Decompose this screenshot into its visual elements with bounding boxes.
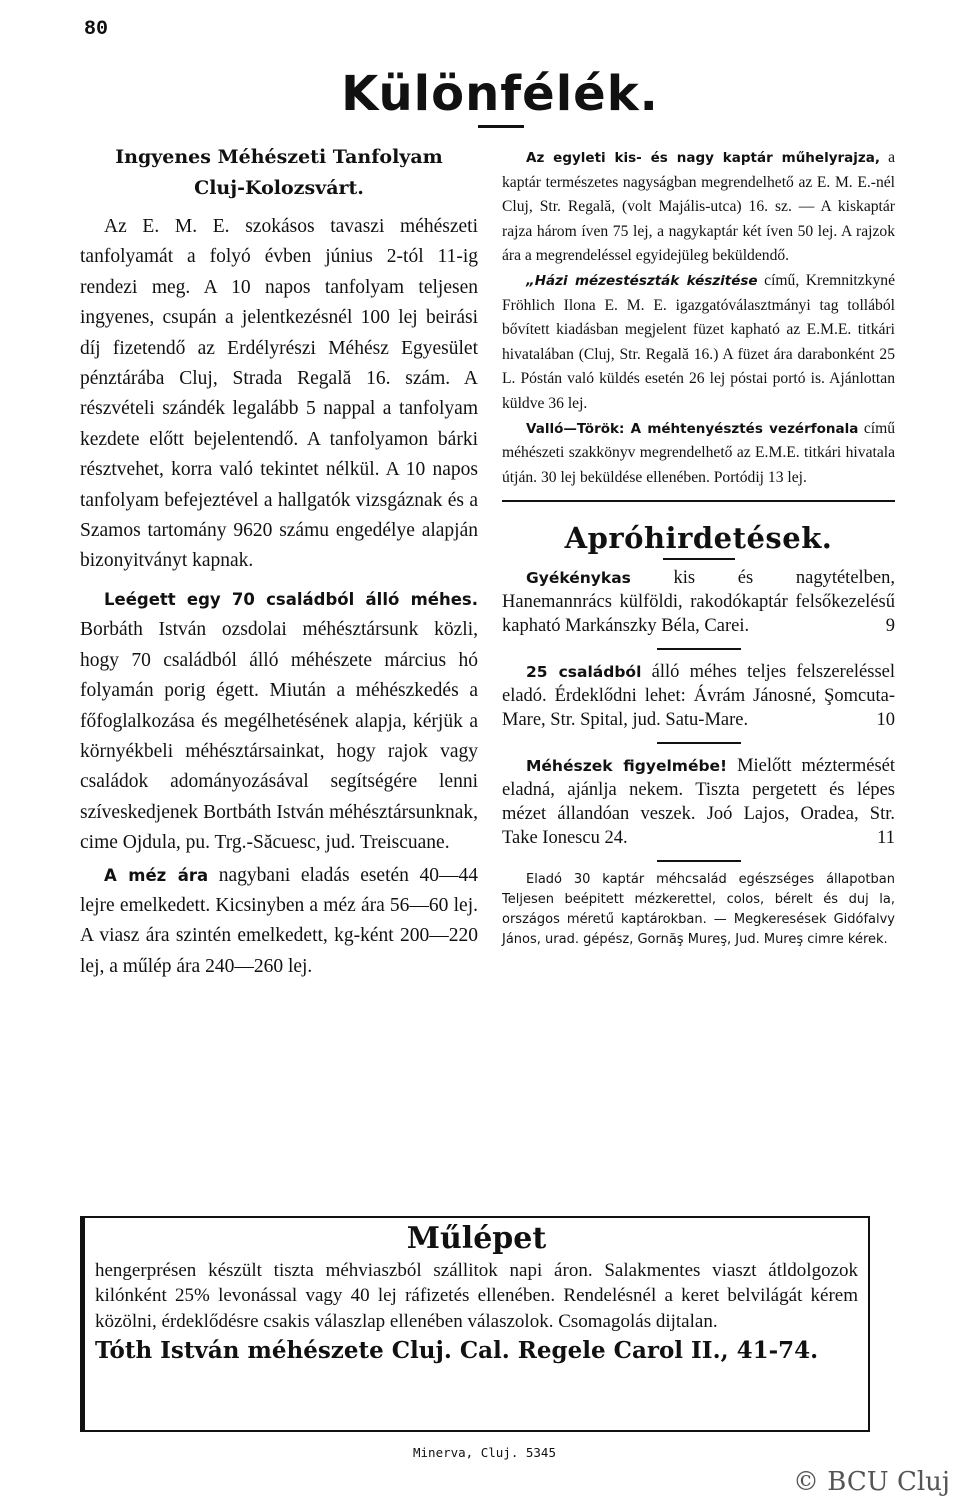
classified-ad: [502, 754, 895, 850]
right-column: [502, 146, 895, 950]
article-lead-hive-plans: Az egyleti kis- és nagy kaptár műhelyrajza,: [526, 150, 880, 166]
classifieds-title-rule: [663, 558, 735, 560]
advertisement-title: Műlépet: [406, 1221, 547, 1256]
section-divider: [502, 500, 895, 502]
library-watermark: © BCU Cluj: [793, 1467, 950, 1497]
advertisement-signature: Tóth István méhészete Cluj. Cal. Regele Carol II., 41-74.: [95, 1336, 819, 1364]
advertisement-text: hengerprésen készült tiszta méhviaszból szállitok napi áron. Salakmentes viaszt átldolgozok kilónként 25% levonással vagy 40 lej ráfizetés ellenében. Rendelésnél a keret belvilágát kérem közölni, érdeklődésre csakis válaszlap ellenében válaszolok. Csomagolás dijtalan.: [95, 1260, 858, 1332]
article-paragraph-course: Az E. M. E. szokásos tavaszi méhészeti tanfolyamát a folyó évben június 2-tól 11-ig rendezi meg. A 10 napos tanfolyam teljesen ingyenes, csupán a jelentkezésnél 100 lej beirási díj fizetendő az Erdélyrészi Méhész Egyesület pénztárába Cluj, Strada Regală 16. szám. A részvételi szándék legalább 5 nappal a tanfolyam kezdete előtt bejelentendő. A tanfolyamon bárki résztvehet, korra való tekintet nélkül. A 10 napos tanfolyam befejeztével a hallgatók vizsgáznak és a Szamos tartomány 9620 számu engedélye alapján bizonyitványt kapnak.: [80, 216, 478, 572]
classified-ad-lead: 25 családból: [526, 663, 642, 682]
article-lead-fire: Leégett egy 70 családból álló méhes.: [104, 589, 478, 609]
classified-ad-lead: Méhészek figyelmébe!: [526, 757, 728, 776]
classified-ad-lead: Gyékénykas: [526, 569, 631, 588]
printer-imprint: Minerva, Cluj. 5345: [413, 1445, 556, 1460]
article-text-book: című méhészeti szakkönyv megrendelhető az E.M.E. titkári hivatala útján. 30 lej beküldése ellenében. Portódij 13 lej.: [502, 419, 895, 486]
article-subheading: Cluj-Kolozsvárt.: [194, 177, 364, 199]
classified-ad-number: 10: [876, 710, 895, 731]
article-paragraph-hive-plans: [502, 146, 895, 269]
article-paragraph-book: [502, 417, 895, 491]
ad-divider: [657, 742, 741, 744]
article-lead-honey-price: A méz ára: [104, 865, 209, 885]
article-text-booklet: című, Kremnitzkyné Fröhlich Ilona E. M. E. igazgatóválasztmányi tag tollából bővített kiadásban megjelent füzet kapható az E.M.E. titkári hivatalában (Cluj, Str. Regală 16.) A füzet ára darabonként 25 L. Póstán való küldés esetén 26 lej póstai portó is. Ajánlottan küldve 36 lej.: [502, 271, 895, 412]
classified-ad-text: Mielőtt méztermését eladná, ajánlja nekem. Tiszta pergetett és lépes mézet állandóan veszek. Joó Lajos, Oradea, Str. Take Ionescu 24.: [502, 756, 895, 849]
classified-ad-small: Eladó 30 kaptár méhcsalád egészséges állapotban Teljesen beépitett mézkerettel, colos, bérelt és duj la, országos méretű kaptárokban. — Megkeresések Gidófalvy János, urad. gépész, Gornăş Mureş, Jud. Mureş cimre kérek.: [502, 872, 895, 948]
article-text-hive-plans: a kaptár természetes nagyságban megrendelhető az E. M. E.-nél Cluj, Str. Regală, (volt Majális-utca) 16. sz. — A kiskaptár rajza három íven 75 lej, a nagykaptár két íven 50 lej. A rajzok ára a megrendeléssel egyidejüleg beküldendő.: [502, 149, 895, 265]
article-lead-book: Valló—Török: A méhtenyésztés vezérfonala: [526, 420, 859, 437]
classified-ad-text: álló méhes teljes felszereléssel eladó. Érdeklődni lehet: Ávrám Jánosné, Şomcuta-Mare, Str. Spital, jud. Satu-Mare.: [502, 662, 896, 731]
page-number: 80: [84, 18, 109, 41]
article-paragraph-fire: [80, 585, 478, 859]
title-rule: [478, 125, 524, 128]
classified-ad-number: 11: [877, 828, 895, 849]
ad-divider: [657, 648, 741, 650]
article-lead-booklet: „Házi mézestészták készitése: [526, 272, 758, 289]
article-heading: Ingyenes Méhészeti Tanfolyam: [115, 146, 443, 168]
article-text-honey-price: nagybani eladás esetén 40—44 lejre emelkedett. Kicsinyben a méz ára 56—60 lej. A viasz ára szintén emelkedett, kg-ként 200—220 lej, a műlép ára 240—260 lej.: [80, 864, 479, 977]
classified-ad: [502, 566, 895, 638]
article-paragraph-honey-price: [80, 861, 478, 983]
ad-divider: [657, 860, 741, 862]
classified-ad-text: kis és nagytételben, Hanemannrács külföldi, rakodókaptár felsőkezelésű kapható Markánszky Béla, Carei.: [502, 568, 896, 637]
article-paragraph-booklet: [502, 269, 895, 417]
page-title: Különfélék.: [341, 66, 659, 122]
classified-ad: [502, 660, 895, 732]
classifieds-title: Apróhirdetések.: [564, 521, 833, 556]
article-text-fire: Borbáth István ozsdolai méhésztársunk közli, hogy 70 családból álló méhészete március hó folyamán porig égett. Miután a méhészkedés a főfoglalkozása és megélhetésének alapja, kérjük a környékbeli méhésztársainkat, hogy rajok vagy családok adományozásával segítségére lenni szíveskedjenek Bortbáth István méhésztársunknak, cime Ojdula, pu. Trg.-Săcuesc, jud. Treiscuane.: [80, 619, 478, 854]
left-column: [80, 142, 478, 982]
classified-ad-number: 9: [885, 616, 895, 637]
advertisement-box: [80, 1216, 870, 1432]
